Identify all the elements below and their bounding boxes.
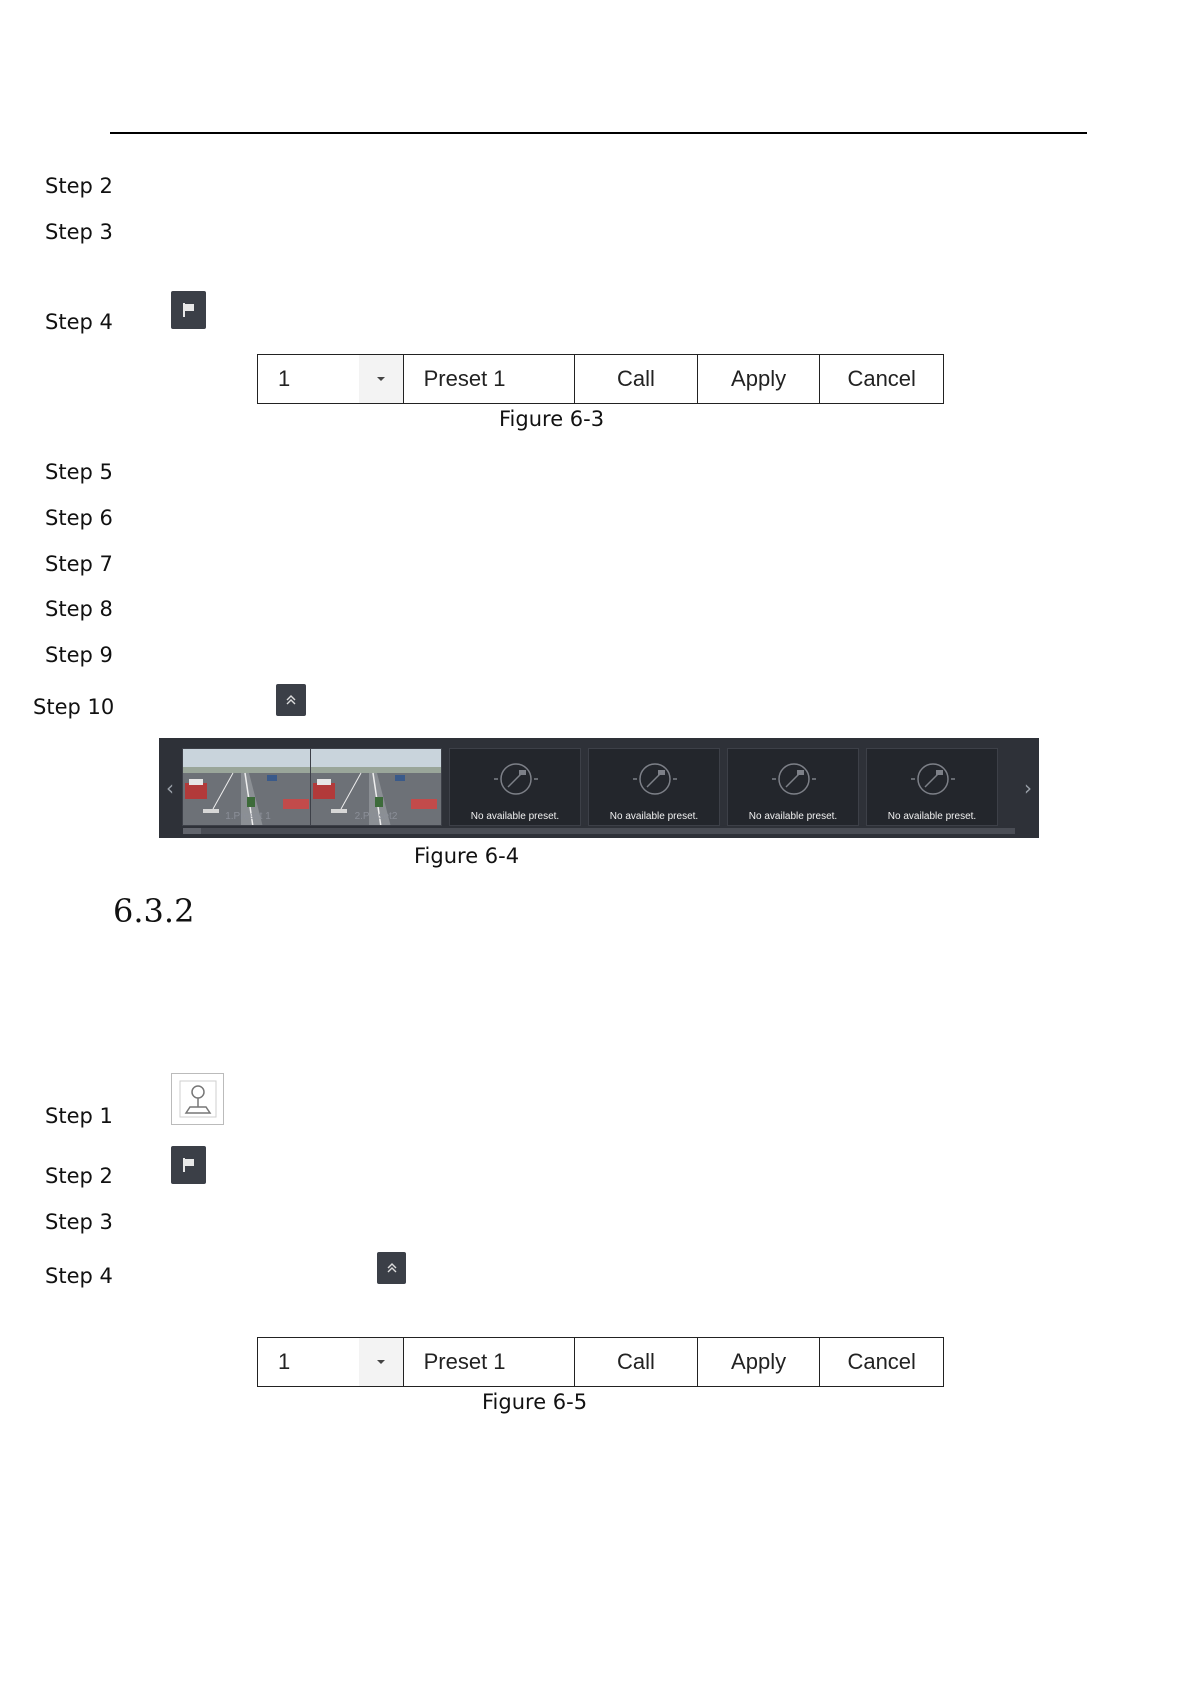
step-label: Step 10 bbox=[33, 695, 115, 719]
step-label: Step 4 bbox=[45, 310, 113, 334]
step-label: Step 8 bbox=[45, 597, 113, 621]
preset-toolbar bbox=[257, 1337, 944, 1387]
step-label: Step 2 bbox=[45, 174, 113, 198]
preset-number-value: 1 bbox=[278, 1349, 291, 1374]
chevron-down-icon[interactable] bbox=[359, 1338, 403, 1386]
preset-strip bbox=[159, 738, 1039, 838]
preset-thumbnail-empty[interactable] bbox=[449, 748, 581, 826]
step-label: Step 6 bbox=[45, 506, 113, 530]
camera-placeholder-icon bbox=[589, 749, 720, 809]
chevron-right-icon[interactable]: › bbox=[1024, 776, 1032, 800]
preset-thumbnail[interactable] bbox=[310, 748, 442, 826]
strip-scrollbar[interactable] bbox=[183, 828, 1015, 834]
section-number: 6.3.2 bbox=[113, 892, 195, 930]
preset-label: No available preset. bbox=[748, 811, 838, 822]
figure-caption: Figure 6-5 bbox=[482, 1390, 588, 1414]
header-rule bbox=[110, 132, 1087, 134]
step-label: Step 5 bbox=[45, 460, 113, 484]
preset-label: No available preset. bbox=[470, 811, 560, 822]
step-label: Step 1 bbox=[45, 1104, 113, 1128]
preset-label: No available preset. bbox=[887, 811, 977, 822]
step-label: Step 2 bbox=[45, 1164, 113, 1188]
chevron-left-icon[interactable]: ‹ bbox=[166, 776, 174, 800]
apply-button[interactable]: Apply bbox=[698, 355, 821, 403]
preset-thumbnail-empty[interactable] bbox=[866, 748, 998, 826]
cancel-button[interactable]: Cancel bbox=[847, 1349, 916, 1374]
chevron-down-icon[interactable] bbox=[359, 355, 403, 403]
preset-number-select[interactable] bbox=[258, 1338, 404, 1386]
step-label: Step 4 bbox=[45, 1264, 113, 1288]
preset-label: No available preset. bbox=[609, 811, 699, 822]
preset-number-select[interactable] bbox=[258, 355, 404, 403]
figure-caption: Figure 6-4 bbox=[414, 844, 520, 868]
step-label: Step 3 bbox=[45, 1210, 113, 1234]
step-label: Step 3 bbox=[45, 220, 113, 244]
preset-thumbnail[interactable] bbox=[182, 748, 314, 826]
double-chevron-up-icon[interactable] bbox=[377, 1252, 406, 1284]
preset-name-field[interactable]: Preset 1 bbox=[404, 1338, 576, 1386]
flag-icon[interactable] bbox=[171, 291, 206, 329]
preset-label: 1.Preset 1 bbox=[225, 811, 271, 822]
step-label: Step 9 bbox=[45, 643, 113, 667]
step-label: Step 7 bbox=[45, 552, 113, 576]
call-button[interactable]: Call bbox=[575, 355, 698, 403]
cancel-button[interactable]: Cancel bbox=[847, 366, 916, 391]
preset-toolbar bbox=[257, 354, 944, 404]
flag-icon[interactable] bbox=[171, 1146, 206, 1184]
preset-label: 2.Preset2 bbox=[354, 811, 398, 822]
preset-name-field[interactable]: Preset 1 bbox=[404, 355, 576, 403]
figure-caption: Figure 6-3 bbox=[499, 407, 605, 431]
preset-number-value: 1 bbox=[278, 366, 291, 391]
apply-button[interactable]: Apply bbox=[698, 1338, 821, 1386]
camera-placeholder-icon bbox=[450, 749, 581, 809]
preset-thumbnail-empty[interactable] bbox=[727, 748, 859, 826]
double-chevron-up-icon[interactable] bbox=[276, 684, 306, 716]
camera-placeholder-icon bbox=[867, 749, 998, 809]
camera-placeholder-icon bbox=[728, 749, 859, 809]
preset-thumbnail-empty[interactable] bbox=[588, 748, 720, 826]
call-button[interactable]: Call bbox=[575, 1338, 698, 1386]
ptz-person-icon[interactable] bbox=[171, 1073, 224, 1125]
